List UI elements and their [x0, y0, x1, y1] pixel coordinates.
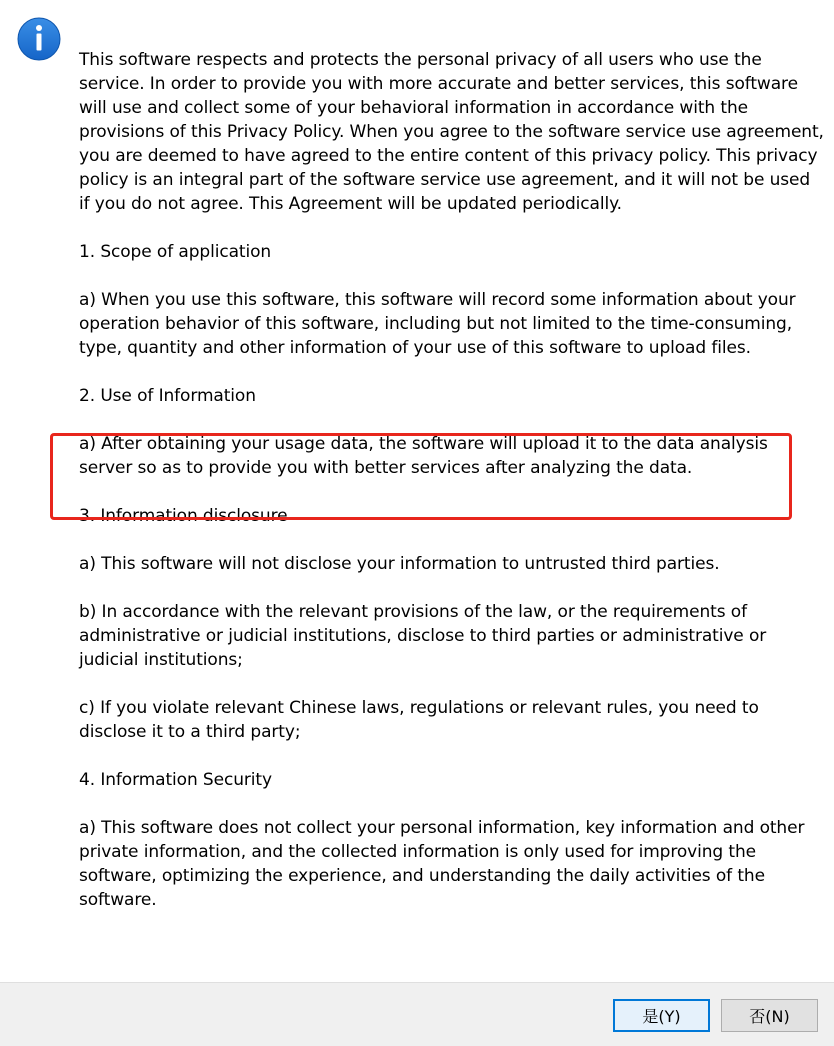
info-icon	[17, 17, 61, 61]
highlight-annotation-box	[50, 433, 792, 520]
section-heading-security: 4. Information Security	[79, 770, 272, 790]
scope-item-a: a) When you use this software, this software will record some information about your operation behavior of this software, including but not limited to the time-consuming, type, quantity and other information of your use of this software to upload files.	[79, 290, 796, 358]
yes-button[interactable]: 是(Y)	[613, 999, 710, 1032]
disclosure-item-a: a) This software will not disclose your information to untrusted third parties.	[79, 554, 720, 574]
section-heading-scope: 1. Scope of application	[79, 242, 272, 262]
disclosure-item-b: b) In accordance with the relevant provisions of the law, or the requirements of administrative or judicial institutions, disclose to third parties or administrative or judicial institutions;	[79, 602, 767, 670]
use-item-a: a) After obtaining your usage data, the software will upload it to the data analysis server so as to provide you with better services after analyzing the data.	[79, 434, 768, 478]
button-bar	[0, 982, 834, 1046]
intro-paragraph: This software respects and protects the personal privacy of all users who use the service. In order to provide you with more accurate and better services, this software will use and collect some of your behavioral information in accordance with the provisions of this Privacy Policy. When you agree to the software service use agreement, you are deemed to have agreed to the entire content of this privacy policy. This privacy policy is an integral part of the software service use agreement, and it will not be used if you do not agree. This Agreement will be updated periodically.	[79, 50, 824, 214]
section-heading-use: 2. Use of Information	[79, 386, 256, 406]
no-button[interactable]: 否(N)	[721, 999, 818, 1032]
disclosure-item-c: c) If you violate relevant Chinese laws, regulations or relevant rules, you need to disclose it to a third party;	[79, 698, 759, 742]
section-heading-disclosure: 3. Information disclosure	[79, 506, 288, 526]
security-item-a: a) This software does not collect your personal information, key information and other private information, and the collected information is only used for improving the software, optimizing the experience, and understanding the daily activities of the software.	[79, 818, 805, 910]
